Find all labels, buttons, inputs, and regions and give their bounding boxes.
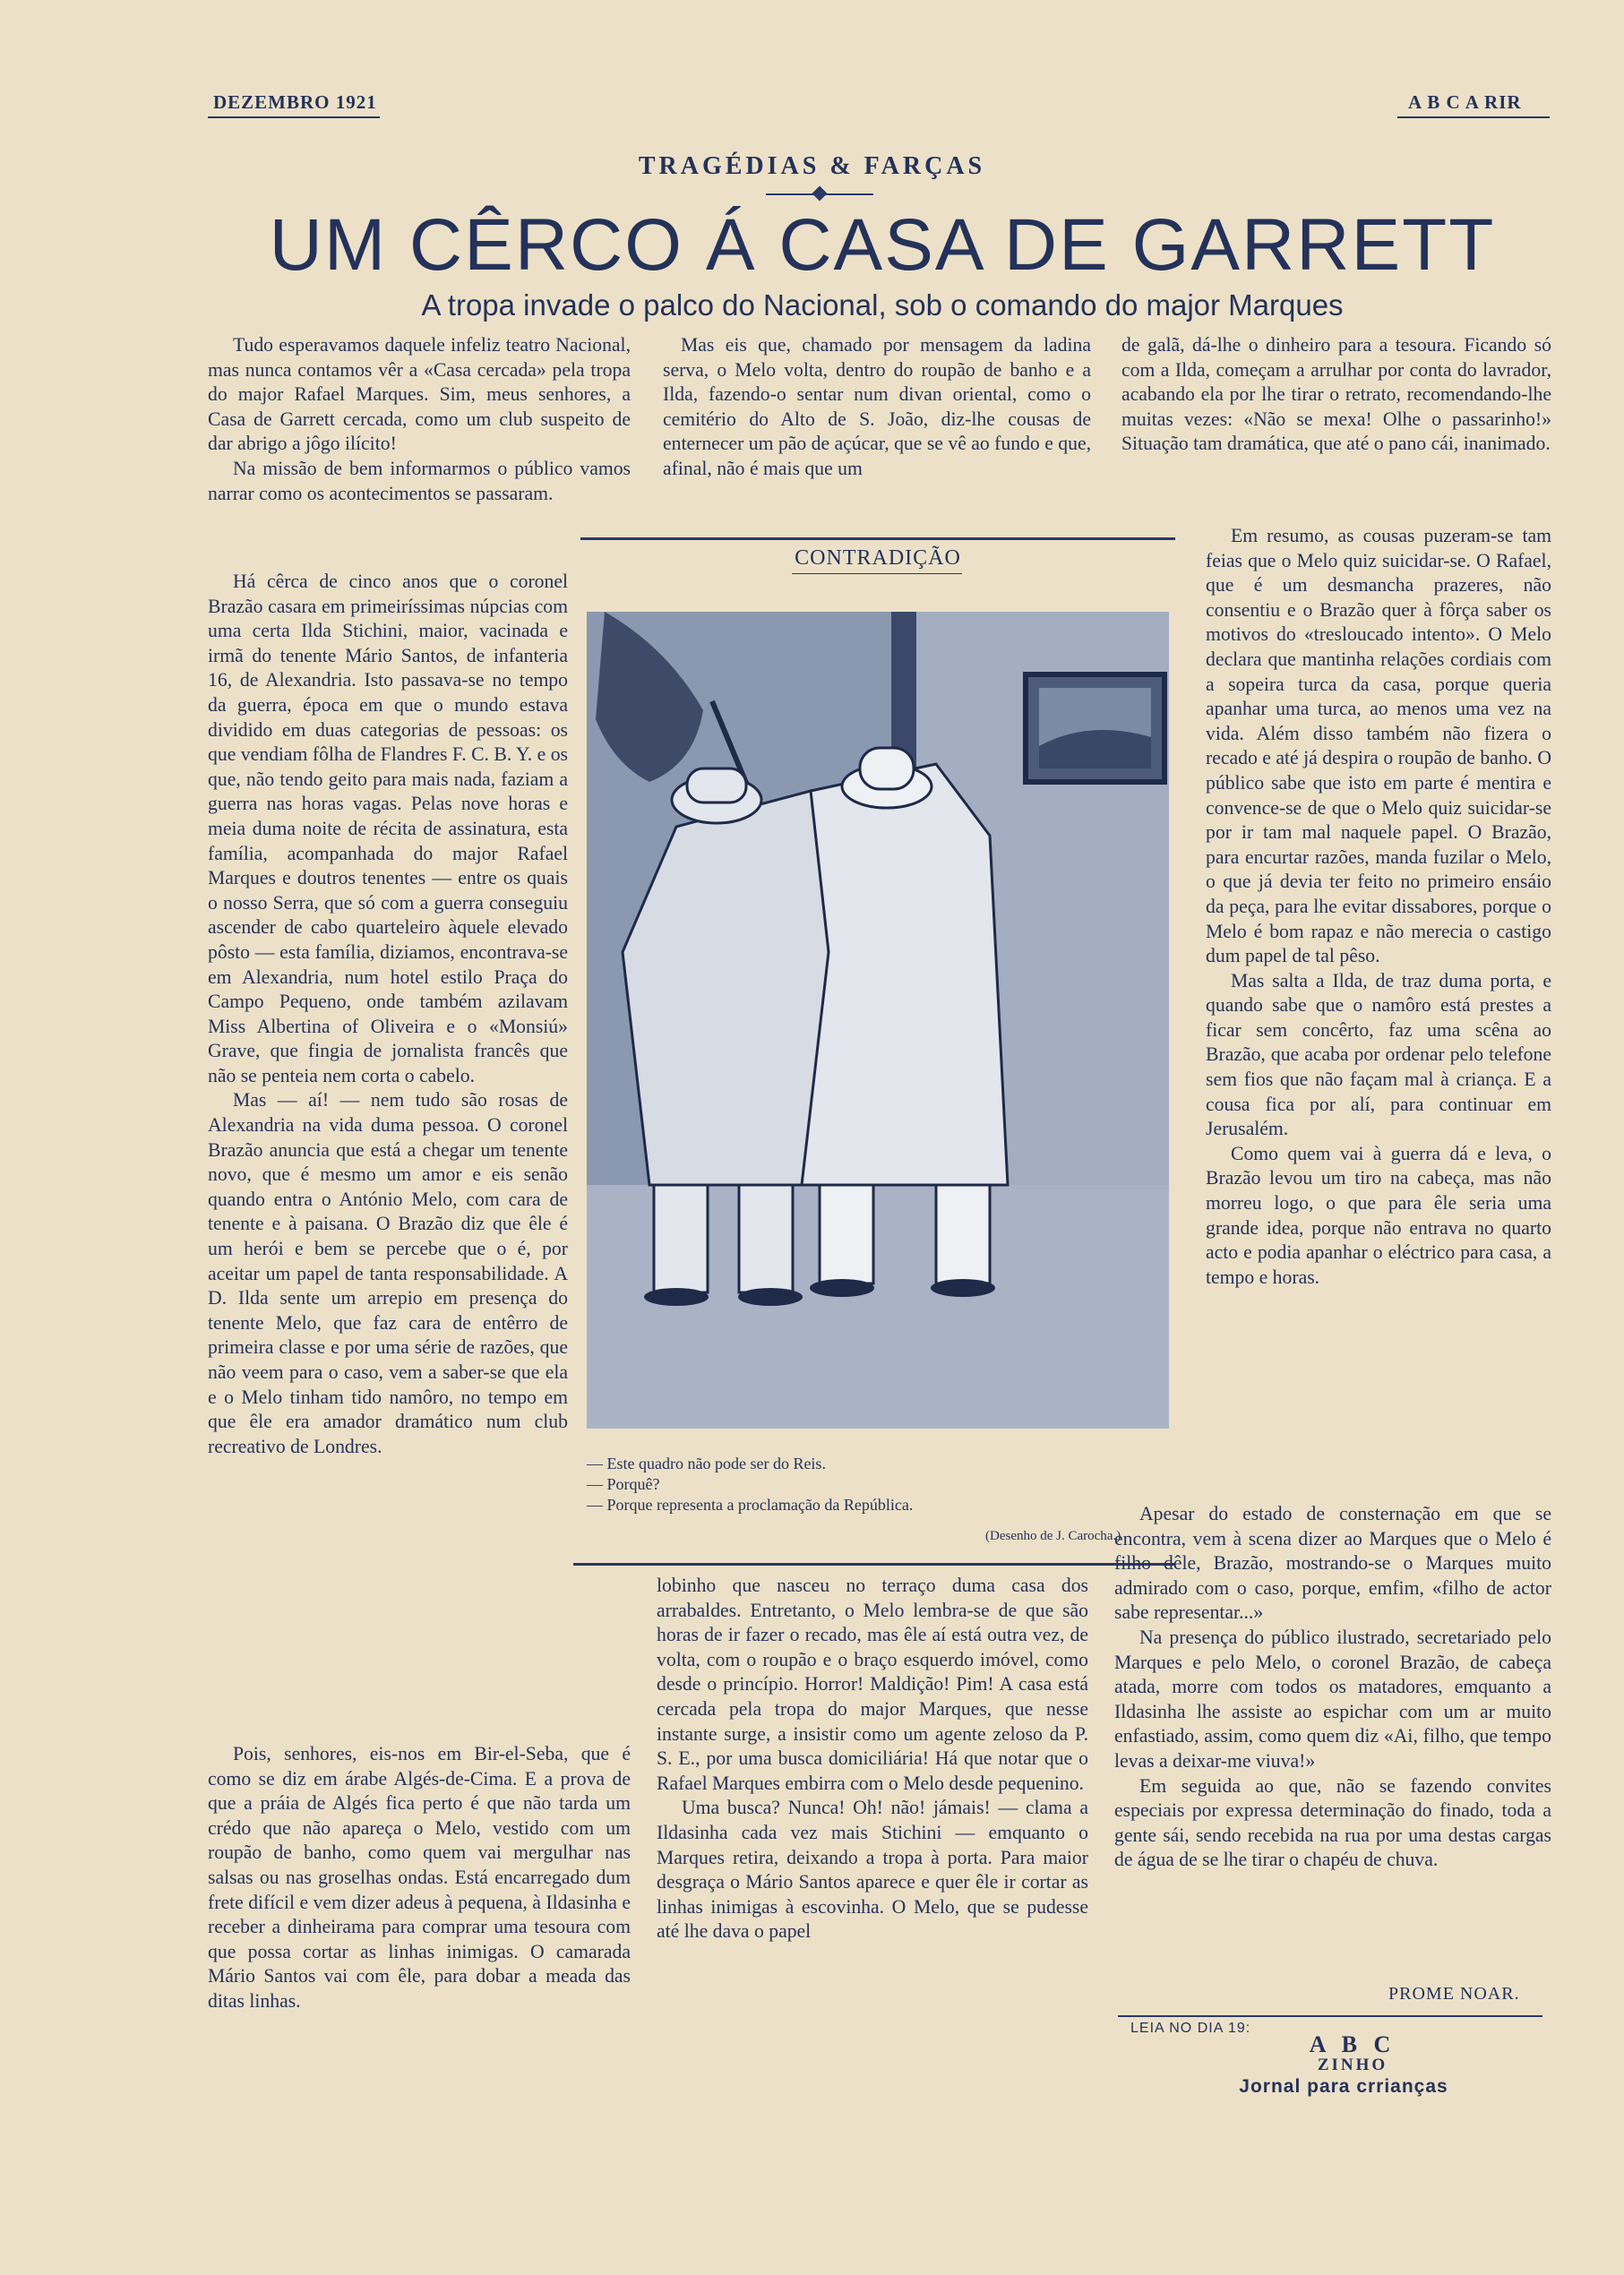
column-1-body [208,570,568,1459]
author-signature: PROME NOAR. [1388,1984,1520,2004]
paragraph: Na presença do público ilustrado, secretariado pelo Marques e pelo Melo, o coronel Brazão, de cabeça atada, morre com todos os matadores, emquanto a Ildasinha lhe assiste ao espichar com um ar muito enfastiado, assim, como quem diz «Ai, filho, que tempo levas a deixar-me viuva!» [1114,1626,1551,1772]
paragraph: Apesar do estado de consternação em que se encontra, vem à scena dizer ao Marques que o Melo é filho dêle, Brazão, mostrando-se o Marques muito admirado com o caso, porque, emfim, «filho de actor sabe representar...» [1114,1503,1551,1624]
paragraph: Em resumo, as cousas puzeram-se tam feias que o Melo quiz suicidar-se. O Rafael, que é um desmancha prazeres, não consentiu e o Brazão quer à fôrça saber os motivos do «tresloucado intento». O Melo declara que mantinha relações cordiais com a sopeira turca da casa, porque queria apanhar uma turca, ao menos uma vez na vida. Além disso também não fizera o recado e até já despira o roupão de banho. O público sabe que isto em parte é mentira e convence-se de que o Melo quiz suicidar-se por ir tam mal naquele papel. O Brazão, para encurtar razões, manda fuzilar o Melo, o que já devia ter feito no primeiro ensáio da peça, para lhe evitar dissabores, porque o Melo é bom rapaz e não merecia o castigo dum papel de tal pêso. [1206,525,1551,967]
caption-line: — Este quadro não pode ser do Reis. [587,1455,826,1472]
paragraph: Mas salta a Ilda, de traz duma porta, e quando sabe que o namôro está prestes a ficar sem concêrto, faz uma scêna ao Brazão, que acaba por ordenar pelo telefone sem fios que não façam mal à criança. E a cousa fica por alí, para continuar em Jerusalém. [1206,969,1551,1140]
promo-subtitle: ZINHO [1317,2056,1388,2074]
caption-line: — Porquê? [587,1475,660,1493]
column-1-bottom [208,1742,631,2014]
issue-date: DEZEMBRO 1921 [213,91,377,113]
promo-rule [1118,2015,1542,2017]
header-rule-right [1397,116,1550,118]
promo-tagline: Jornal para crrianças [1239,2076,1448,2097]
paragraph: lobinho que nasceu no terraço duma casa dos arrabaldes. Entretanto, o Melo lembra-se de que são horas de ir fazer o recado, mas êle aí está outra vez, de volta, com o roupão e o braço esquerdo imóvel, como desde o princípio. Horror! Maldição! Pim! A casa está cercada pela tropa do major Marques, que nesse instante surge, a insistir como um agente zeloso da P. S. E., por uma busca domiciliária! Há que notar que o Rafael Marques embirra com o Melo desde pequenino. [657,1575,1088,1794]
promo-lead: LEIA NO DIA 19: [1130,2021,1251,2036]
header-rule-left [208,116,380,118]
paragraph: Mas eis que, chamado por mensagem da ladina serva, o Melo volta, dentro do roupão de banho e a Ilda, fazendo-o sentar num divan oriental, como o cemitério do Alto de S. João, diz-lhe cousas de enternecer um pão de açúcar, que se vê ao fundo e que, afinal, não é mais que um [663,334,1091,479]
diamond-ornament-icon [812,186,828,202]
column-3-bottom [1114,1502,1551,1873]
caption-line: — Porque representa a proclamação da República. [587,1496,914,1514]
heading-underline [792,573,962,574]
paragraph: Mas — aí! — nem tudo são rosas de Alexandria na vida duma pessoa. O coronel Brazão anuncia que está a chegar um tenente novo, que é mesmo um amor e eis senão quando entra o António Melo, com cara de tenente e à paisana. O Brazão diz que êle é um herói e bem se percebe que o é, por aceitar um papel de tanta responsabilidade. A D. Ilda sente um arrepio em presença do tenente Melo, que faz cara de entêrro de primeira classe e por uma série de razões, que não veem para o caso, vem a saber-se que ela e o Melo tinham tido namôro, no tempo em que êle era amador dramático num club recreativo de Londres. [208,1089,568,1457]
illustration-bottom-rule [573,1563,1175,1566]
paragraph: Pois, senhores, eis-nos em Bir-el-Seba, que é como se diz em árabe Algés-de-Cima. E a prova de que a práia de Algés fica perto é que não tarda um crédo que não apareça o Melo, vestido com um roupão de banho, como quem vai mergulhar nas salsas ou nas groselhas ondas. Está encarregado dum frete difícil e vem dizer adeus à pequena, à Ildasinha e receber a dinheirama para comprar uma tesoura com que possa cortar as linhas inimigas. O camarada Mário Santos vai com êle, para dobar a meada das ditas linhas. [208,1743,631,2012]
paragraph: Na missão de bem informarmos o público vamos narrar como os acontecimentos se passaram. [208,457,631,504]
paragraph: Como quem vai à guerra dá e leva, o Brazão levou um tiro na cabeça, mas não morreu logo, o que para êle seria uma grande idea, porque não entrava no quarto acto e podia apanhar o eléctrico para casa, a tempo e horas. [1206,1142,1551,1288]
paragraph: Tudo esperavamos daquele infeliz teatro Nacional, mas nunca contamos vêr a «Casa cercada» pela tropa do major Rafael Marques. Sim, meus senhores, a Casa de Garrett cercada, como um club suspeito de dar abrigo a jôgo ilícito! [208,334,631,455]
illustration-heading: CONTRADIÇÃO [795,546,961,570]
column-3-intro [1121,333,1551,457]
cartoon-illustration [587,612,1169,1429]
article-title: UM CÊRCO Á CASA DE GARRETT [269,204,1496,286]
article-kicker: TRAGÉDIAS & FARÇAS [638,152,986,180]
article-subtitle: A tropa invade o palco do Nacional, sob o comando do major Marques [421,288,1344,322]
illustration-top-rule [580,537,1175,540]
illustration-credit: (Desenho de J. Carocha.) [985,1529,1121,1543]
paragraph: Uma busca? Nunca! Oh! não! jámais! — clama a Ildasinha cada vez mais Stichini — emquanto o Marques retira, deixando a tropa à porta. Para maior desgraça o Mário Santos aparece e quer êle ir cortar as linhas inimigas à escovinha. O Melo, que se pudesse até lhe dava o papel [657,1797,1088,1943]
promo-title: A B C [1309,2031,1396,2057]
cartoon-drawing [587,612,1169,1429]
illustration-caption [587,1454,1160,1515]
column-3-body [1206,524,1551,1290]
paragraph: Em seguida ao que, não se fazendo convites especiais por expressa determinação do finado, toda a gente sái, sendo recebida na rua por uma destas cargas de água de se lhe tirar o chapéu de chuva. [1114,1774,1551,1871]
magazine-name: A B C A RIR [1408,91,1522,113]
column-2-body [657,1574,1088,1944]
paragraph: de galã, dá-lhe o dinheiro para a tesoura. Ficando só com a Ilda, começam a arrulhar por conta do lavrador, acabando ela por lhe tirar o retrato, recomendando-lhe muitas vezes: «Não se mexa! Olhe o passarinho!» Situação tam dramática, que até o pano cái, inanimado. [1121,334,1551,455]
column-2-intro [663,333,1091,482]
column-1-intro [208,333,631,506]
paragraph: Há cêrca de cinco anos que o coronel Brazão casara em primeiríssimas núpcias com uma certa Ilda Stichini, maior, vacinada e irmã do tenente Mário Santos, de infanteria 16, de Alexandria. Isto passava-se no tempo da guerra, época em que o mundo estava dividido em duas categorias de pessoas: os que vendiam fôlha de Flandres F. C. B. Y. e os que, não tendo geito para mais nada, faziam a guerra nas horas vagas. Pelas nove horas e meia duma noite de récita de assinatura, esta família, acompanhada do major Rafael Marques e doutros tenentes — entre os quais o nosso Serra, que só com a guerra conseguiu ascender de cabo quarteleiro àquele elevado pôsto — esta família, diziamos, encontrava-se em Alexandria, num hotel estilo Praça do Campo Pequeno, onde também azilavam Miss Albertina of Oliveira e o «Monsiú» Grave, que fingia de jornalista francês que não se penteia nem corta o cabelo. [208,571,568,1086]
